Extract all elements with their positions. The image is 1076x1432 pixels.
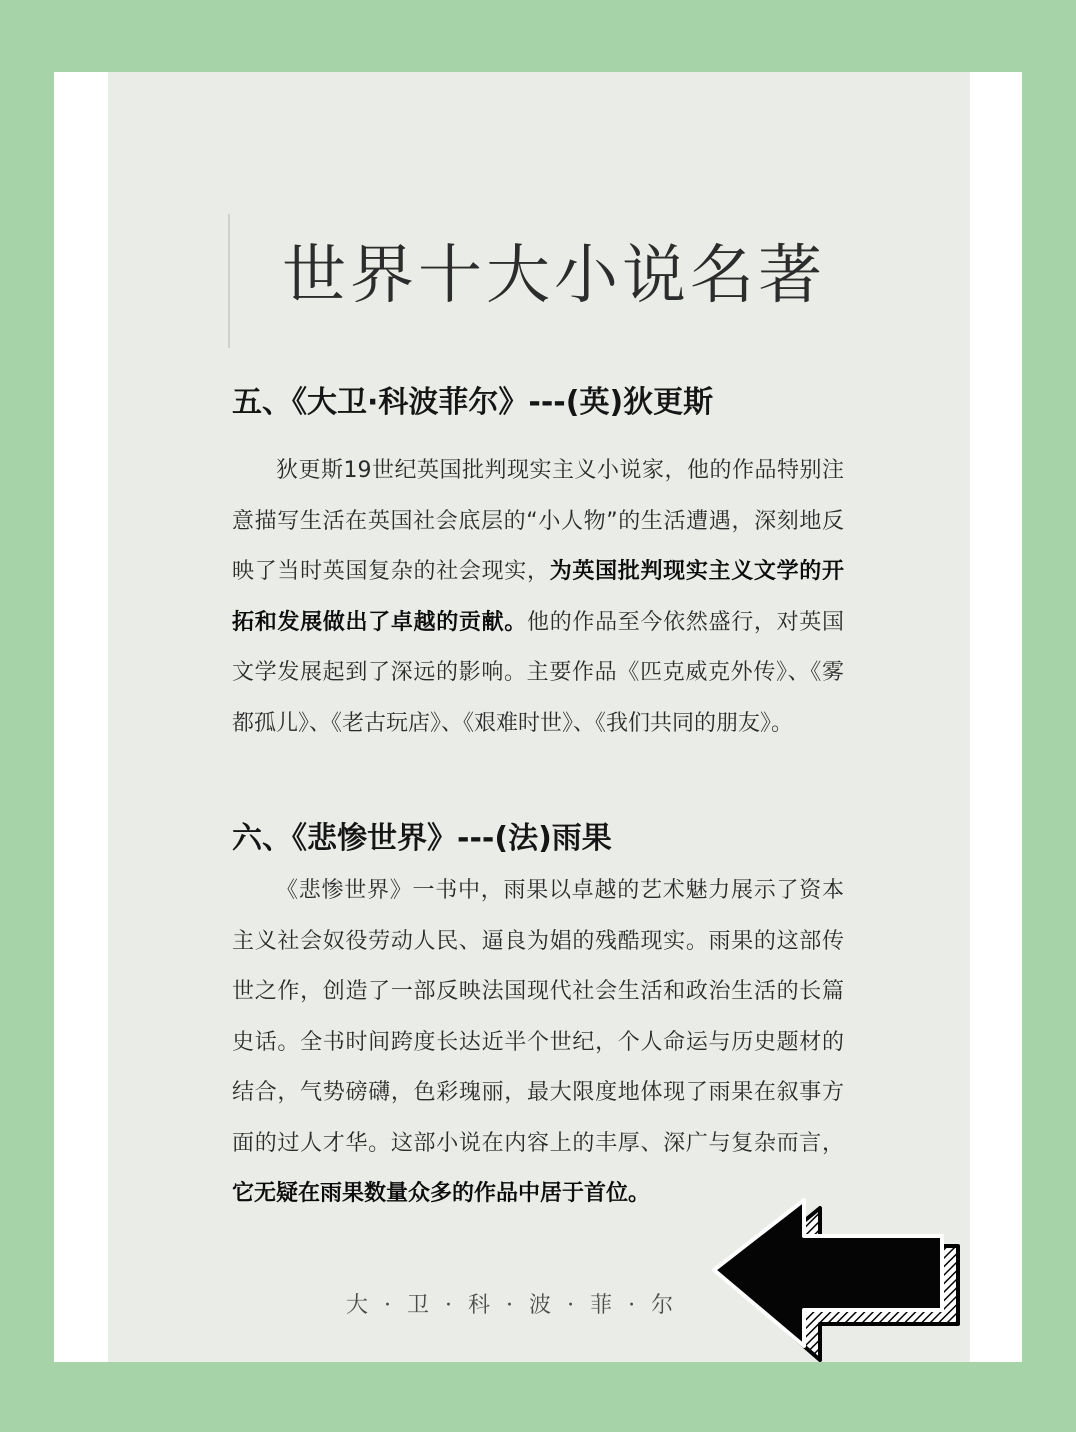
footer-separator: · (628, 1293, 636, 1318)
emphasis-text: 它无疑在雨果数量众多的作品中居于首位。 (232, 1181, 651, 1206)
body-text: 他的作品至今依然盛行，对英国文学发展起到了深远的影响。主要作品《匹克威克外传》、《雾都孤儿》、《老古玩店》、《艰难时世》、《我们共同的朋友》。 (232, 609, 844, 736)
footer-char: 科 (468, 1293, 491, 1318)
footer-char: 菲 (590, 1293, 613, 1318)
left-arrow-icon (708, 1196, 978, 1366)
footer-separator: · (445, 1293, 453, 1318)
footer-signature (346, 1288, 766, 1319)
body-text: 狄更斯19世纪英国批判现实主义小说家，他的作品特别注意描写生活在英国社会底层的“小人物”的生活遭遇，深刻地反映了当时英国复杂的社会现实， (232, 458, 844, 584)
footer-char: 波 (529, 1293, 552, 1318)
section-heading-5: 五、《大卫·科波菲尔》---(英)狄更斯 (232, 385, 714, 420)
footer-separator: · (506, 1293, 514, 1318)
footer-char: 大 (346, 1293, 369, 1318)
page-title: 世界十大小说名著 (282, 239, 826, 313)
emphasis-text: 为英国批判现实主义文学的开拓和发展做出了卓越的贡献。 (232, 559, 844, 635)
footer-separator: · (567, 1293, 575, 1318)
footer-separator: · (384, 1293, 392, 1318)
title-rule (228, 214, 230, 348)
body-text: 《悲惨世界》一书中，雨果以卓越的艺术魅力展示了资本主义社会奴役劳动人民、逼良为娼的残酷现实。雨果的这部传世之作，创造了一部反映法国现代社会生活和政治生活的长篇史话。全书时间跨度长达近半个世纪，个人命运与历史题材的结合，气势磅礴，色彩瑰丽，最大限度地体现了雨果在叙事方面的过人才华。这部小说在内容上的丰厚、深广与复杂而言， (232, 878, 844, 1156)
section-heading-6: 六、《悲惨世界》---(法)雨果 (232, 821, 612, 856)
footer-char: 尔 (651, 1293, 674, 1318)
footer-char: 卫 (407, 1293, 430, 1318)
section-body-6 (232, 866, 844, 1220)
section-body-5 (232, 446, 844, 749)
